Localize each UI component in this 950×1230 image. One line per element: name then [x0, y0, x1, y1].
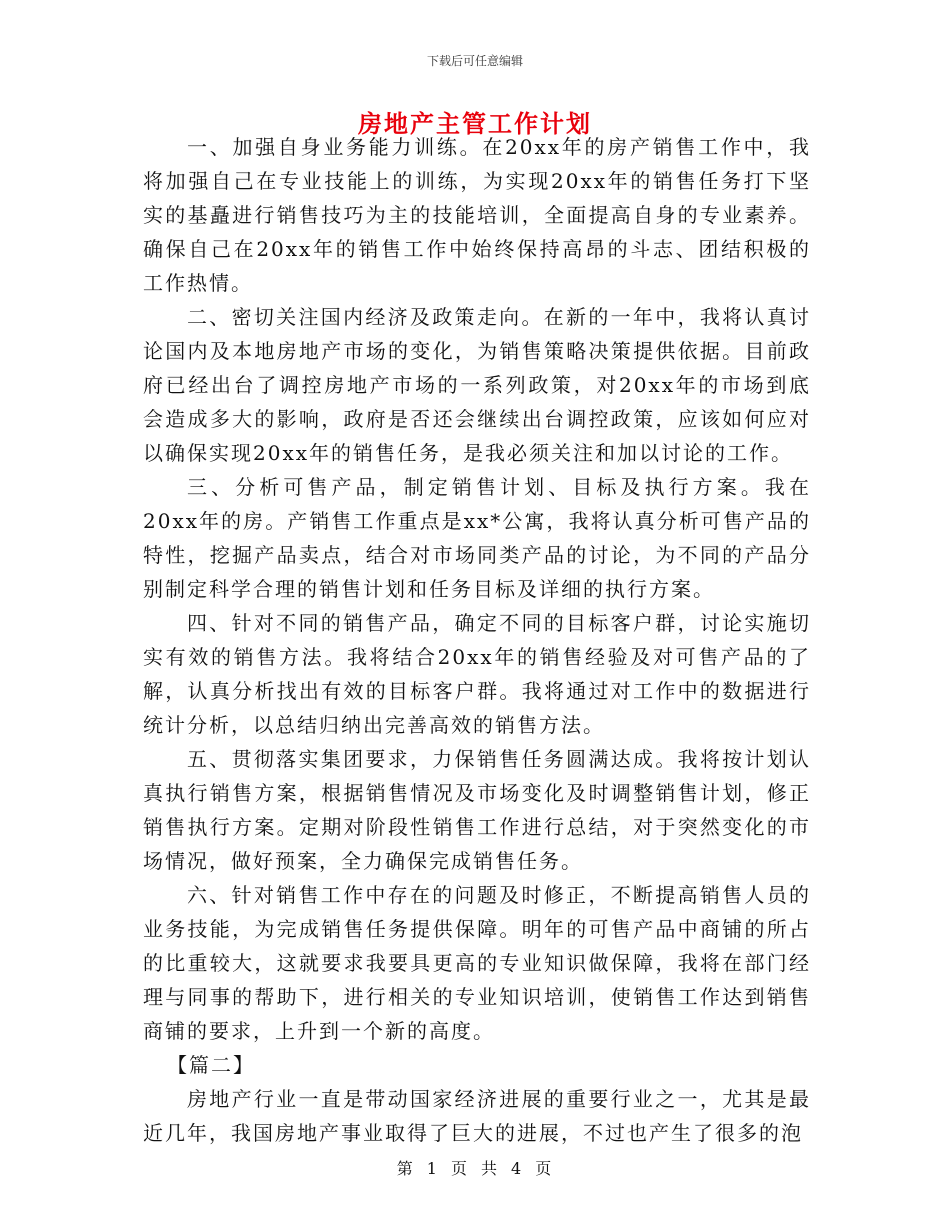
footer-label-page-end: 页: [535, 1159, 554, 1178]
paragraph-3: 三、分析可售产品，制定销售计划、目标及执行方案。我在20xx年的房。产销售工作重点是xx*公寓，我将认真分析可售产品的特性，挖掘产品卖点，结合对市场同类产品的讨论，为不同的产品分别制定科学合理的销售计划和任务目标及详细的执行方案。: [143, 475, 811, 601]
paragraph-5: 五、贯彻落实集团要求，力保销售任务圆满达成。我将按计划认真执行销售方案，根据销售情况及市场变化及时调整销售计划，修正销售执行方案。定期对阶段性销售工作进行总结，对于突然变化的市场情况，做好预案，全力确保完成销售任务。: [143, 747, 811, 873]
footer-total-pages: 4: [511, 1159, 524, 1178]
document-title: 房地产主管工作计划: [358, 109, 592, 138]
paragraph-6: 六、针对销售工作中存在的问题及时修正，不断提高销售人员的业务技能，为完成销售任务提供保障。明年的可售产品中商铺的所占的比重较大，这就要求我要具更高的专业知识做保障，我将在部门经理与同事的帮助下，进行相关的专业知识培训，使销售工作达到销售商铺的要求，上升到一个新的高度。: [143, 883, 811, 1043]
paragraph-1: 一、加强自身业务能力训练。在20xx年的房产销售工作中，我将加强自己在专业技能上的训练，为实现20xx年的销售任务打下坚实的基矗进行销售技巧为主的技能培训，全面提高自身的专业素养。确保自己在20xx年的销售工作中始终保持高昂的斗志、团结积极的工作热情。: [143, 135, 811, 295]
paragraph-2: 二、密切关注国内经济及政策走向。在新的一年中，我将认真讨论国内及本地房地产市场的变化，为销售策略决策提供依据。目前政府已经出台了调控房地产市场的一系列政策，对20xx年的市场到底会造成多大的影响，政府是否还会继续出台调控政策，应该如何应对以确保实现20xx年的销售任务，是我必须关注和加以讨论的工作。: [143, 305, 811, 465]
footer-label-of: 页: [450, 1159, 469, 1178]
paragraph-7: 房地产行业一直是带动国家经济进展的重要行业之一，尤其是最近几年，我国房地产事业取得了巨大的进展，不过也产生了很多的泡: [143, 1087, 811, 1145]
footer-label-page: 第: [396, 1159, 415, 1178]
page-header: 下载后可任意编辑: [426, 54, 523, 68]
paragraph-4: 四、针对不同的销售产品，确定不同的目标客户群，讨论实施切实有效的销售方法。我将结合20xx年的销售经验及对可售产品的了解，认真分析找出有效的目标客户群。我将通过对工作中的数据进行统计分析，以总结归纳出完善高效的销售方法。: [143, 611, 811, 737]
document-body: [143, 130, 811, 1150]
page-footer: [0, 1156, 950, 1179]
section-heading: 【篇二】: [167, 1053, 255, 1077]
footer-label-total: 共: [481, 1159, 500, 1178]
footer-current-page: 1: [426, 1159, 439, 1178]
